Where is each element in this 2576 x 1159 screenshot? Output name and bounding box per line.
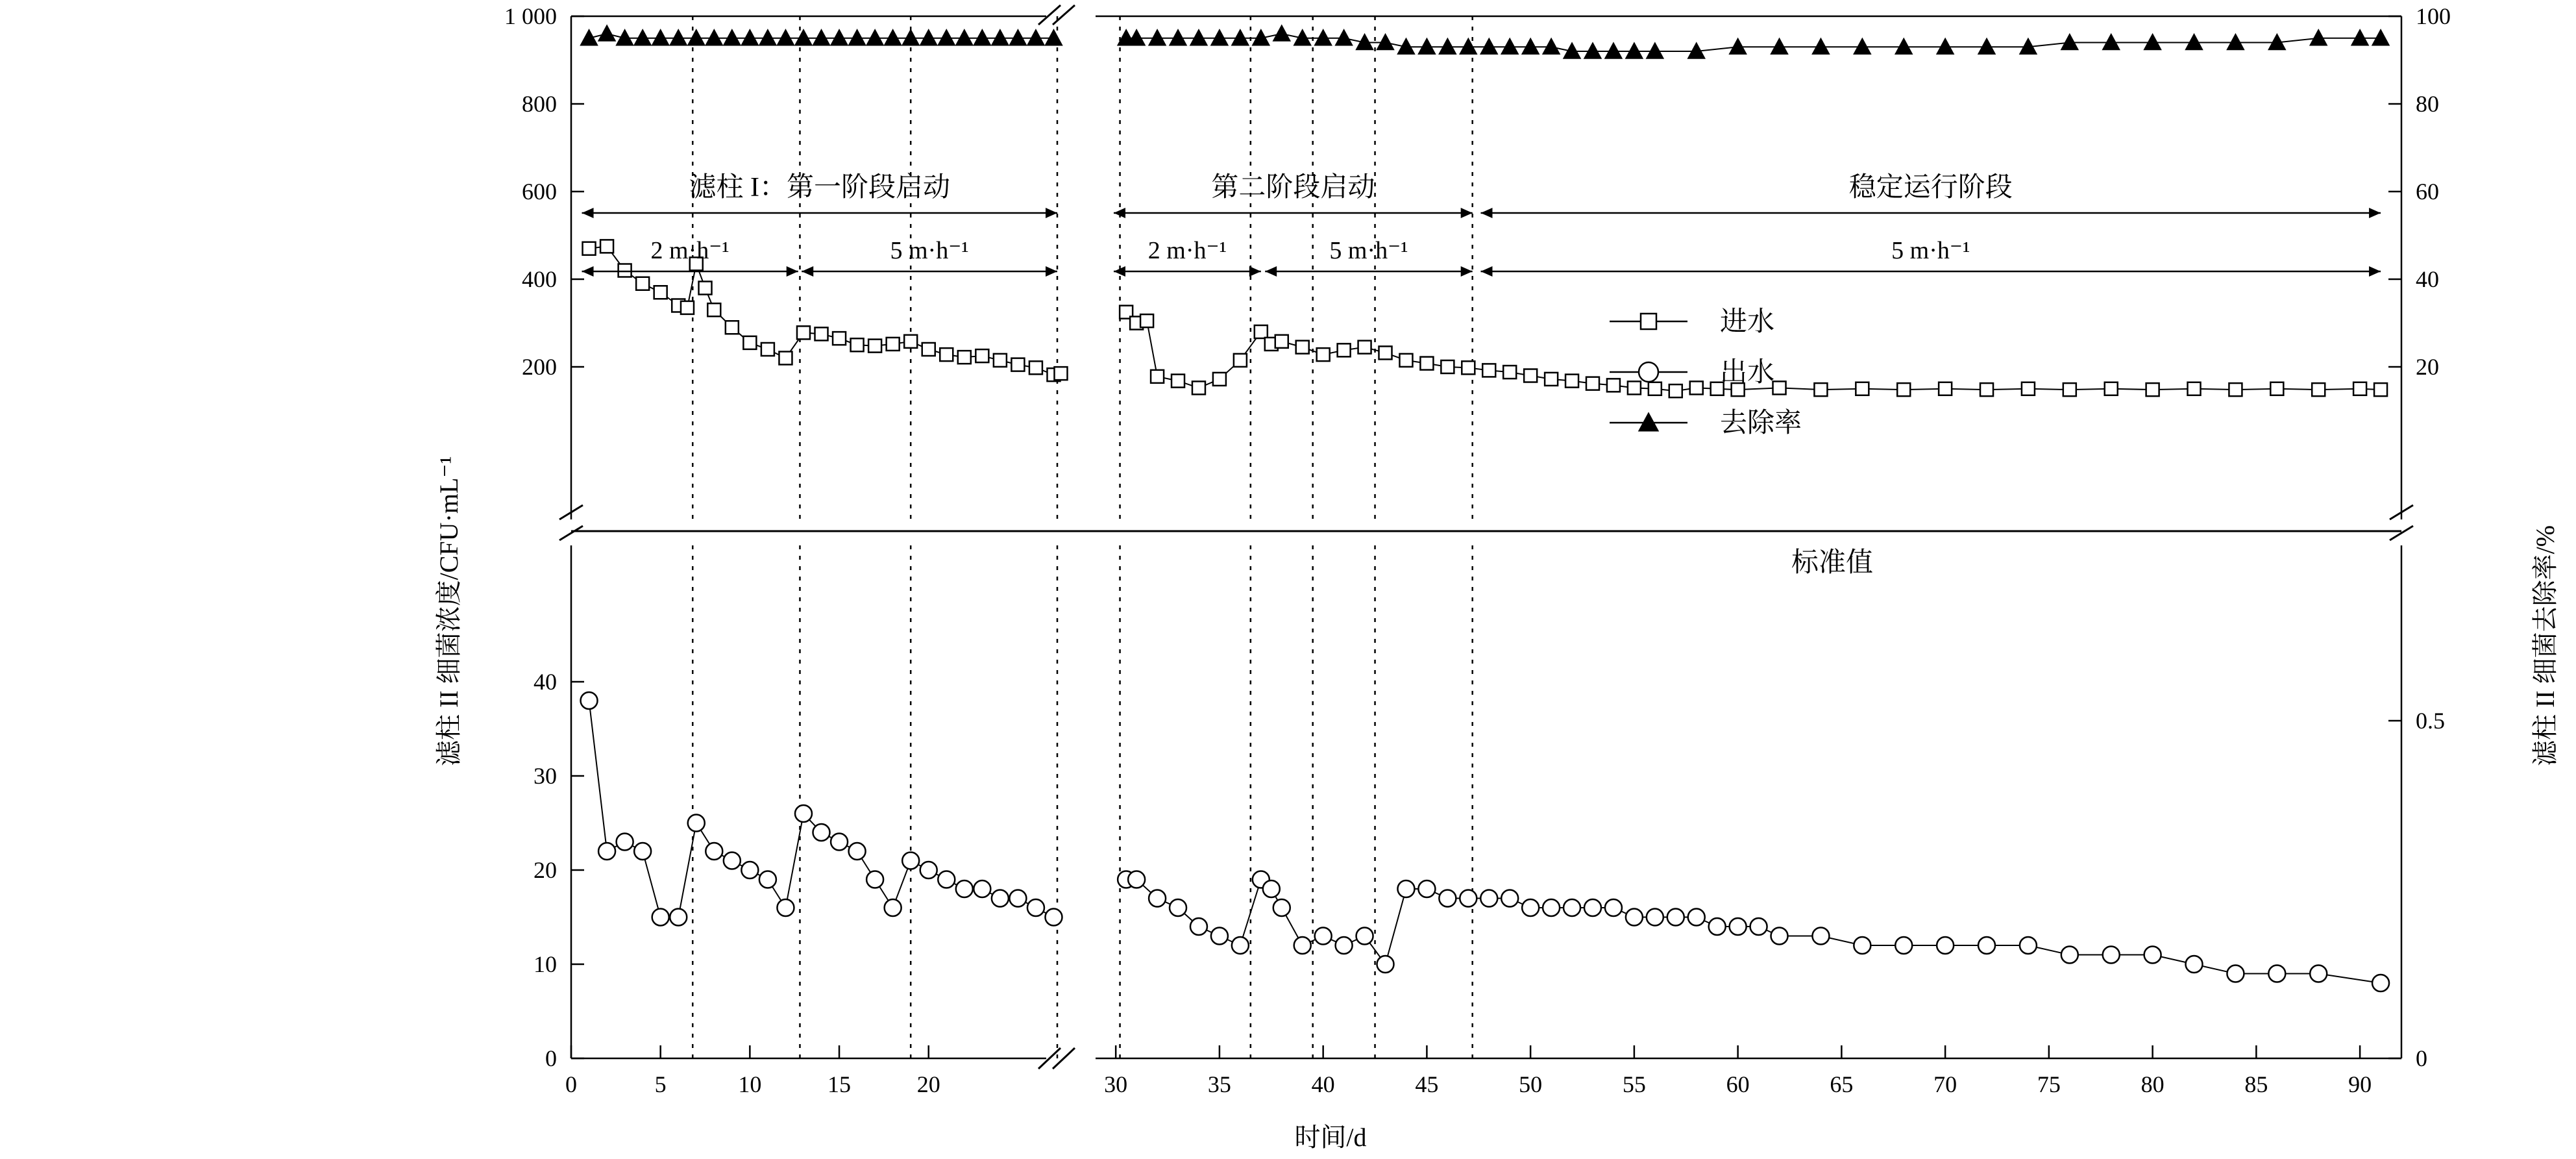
svg-text:5 m·h⁻¹: 5 m·h⁻¹ <box>890 237 969 264</box>
svg-text:90: 90 <box>2348 1071 2372 1097</box>
svg-text:20: 20 <box>2416 354 2439 380</box>
svg-text:65: 65 <box>1830 1071 1854 1097</box>
svg-text:80: 80 <box>2141 1071 2165 1097</box>
svg-text:标准值: 标准值 <box>1791 548 1874 578</box>
svg-text:0.5: 0.5 <box>2416 708 2445 734</box>
svg-text:10: 10 <box>738 1071 762 1097</box>
svg-text:55: 55 <box>1622 1071 1646 1097</box>
svg-text:进水: 进水 <box>1720 307 1775 337</box>
svg-text:40: 40 <box>534 669 557 695</box>
svg-text:2 m·h⁻¹: 2 m·h⁻¹ <box>650 237 730 264</box>
y-axis-left-label: 滤柱 II 细菌浓度/CFU·mL⁻¹ <box>434 456 463 766</box>
svg-text:50: 50 <box>1519 1071 1543 1097</box>
svg-text:15: 15 <box>828 1071 852 1097</box>
svg-text:20: 20 <box>916 1071 940 1097</box>
svg-text:80: 80 <box>2416 91 2439 117</box>
svg-text:5: 5 <box>654 1071 667 1097</box>
svg-text:45: 45 <box>1415 1071 1439 1097</box>
svg-text:0: 0 <box>545 1045 557 1071</box>
svg-text:2 m·h⁻¹: 2 m·h⁻¹ <box>1147 237 1227 264</box>
svg-text:60: 60 <box>2416 179 2439 205</box>
svg-text:5 m·h⁻¹: 5 m·h⁻¹ <box>1329 237 1408 264</box>
svg-text:稳定运行阶段: 稳定运行阶段 <box>1848 173 2013 203</box>
svg-text:800: 800 <box>522 91 557 117</box>
svg-text:1 000: 1 000 <box>504 3 557 29</box>
svg-text:30: 30 <box>534 763 557 789</box>
svg-text:70: 70 <box>1933 1071 1957 1097</box>
svg-text:30: 30 <box>1104 1071 1128 1097</box>
svg-text:40: 40 <box>1311 1071 1335 1097</box>
svg-text:75: 75 <box>2037 1071 2061 1097</box>
y-axis-right-label: 滤柱 II 细菌去除率/% <box>2531 525 2560 766</box>
svg-text:0: 0 <box>2416 1045 2427 1071</box>
svg-text:出水: 出水 <box>1720 358 1775 388</box>
svg-text:200: 200 <box>522 354 557 380</box>
svg-text:600: 600 <box>522 179 557 205</box>
svg-text:85: 85 <box>2244 1071 2268 1097</box>
svg-text:5 m·h⁻¹: 5 m·h⁻¹ <box>1891 237 1970 264</box>
svg-text:40: 40 <box>2416 266 2439 292</box>
svg-text:100: 100 <box>2416 3 2451 29</box>
svg-text:60: 60 <box>1726 1071 1750 1097</box>
x-axis-label: 时间/d <box>1294 1123 1367 1152</box>
svg-text:滤柱 I：第一阶段启动: 滤柱 I：第一阶段启动 <box>689 173 951 203</box>
svg-text:0: 0 <box>565 1071 577 1097</box>
svg-text:400: 400 <box>522 266 557 292</box>
svg-text:20: 20 <box>534 857 557 883</box>
svg-text:第二阶段启动: 第二阶段启动 <box>1211 173 1375 203</box>
svg-text:去除率: 去除率 <box>1720 408 1802 438</box>
svg-text:35: 35 <box>1207 1071 1231 1097</box>
svg-text:10: 10 <box>534 951 557 977</box>
